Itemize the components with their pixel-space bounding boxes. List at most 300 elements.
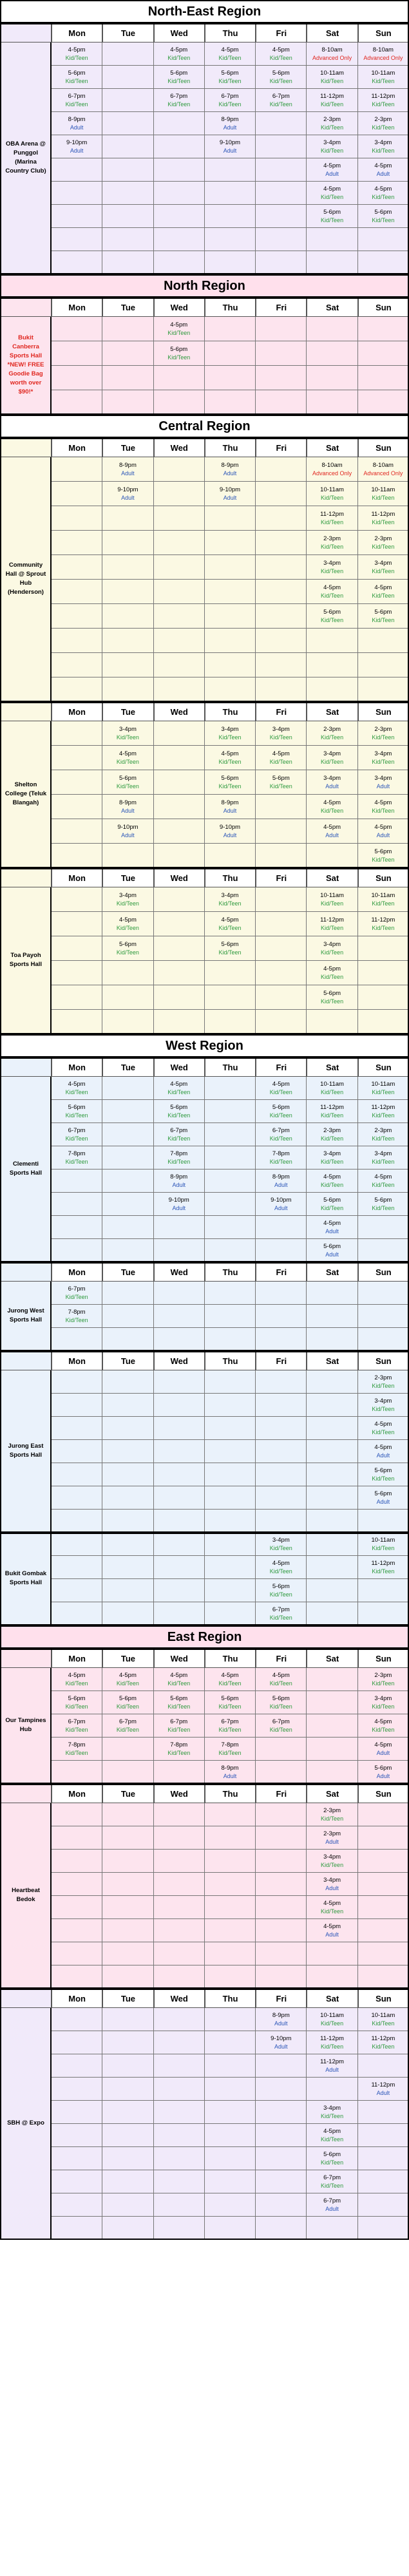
timetable-cell [205, 2147, 256, 2170]
class-slot[interactable] [205, 770, 256, 795]
class-slot[interactable] [307, 1850, 357, 1873]
slot-level: Kid/Teen [269, 1112, 292, 1119]
timetable-cell [52, 2008, 102, 2031]
day-header-sat: Sat [307, 1262, 357, 1282]
day-header-tue: Tue [102, 1057, 153, 1077]
slot-time: 7-8pm [170, 1150, 188, 1157]
class-slot[interactable] [358, 1486, 409, 1510]
timetable-cell [154, 1370, 205, 1394]
class-slot[interactable] [154, 317, 205, 341]
class-slot[interactable] [358, 531, 409, 555]
class-slot[interactable] [52, 1282, 102, 1305]
timetable-cell [52, 1370, 102, 1394]
class-slot[interactable] [358, 506, 409, 531]
class-slot[interactable] [256, 1077, 307, 1100]
timetable-cell [102, 555, 153, 580]
class-slot[interactable] [52, 66, 102, 89]
timetable-cell [102, 89, 153, 112]
class-slot[interactable] [256, 770, 307, 795]
class-slot[interactable] [307, 1123, 357, 1146]
class-slot[interactable] [205, 1668, 256, 1691]
class-slot[interactable] [307, 604, 357, 629]
class-slot[interactable] [307, 2008, 357, 2031]
class-slot[interactable] [52, 1305, 102, 1328]
class-slot[interactable] [307, 795, 357, 819]
class-slot[interactable] [256, 89, 307, 112]
class-slot[interactable] [154, 1123, 205, 1146]
day-header-sun: Sun [358, 438, 409, 457]
class-slot[interactable] [358, 43, 409, 66]
slot-level: Adult [223, 124, 237, 131]
class-slot[interactable] [205, 746, 256, 770]
timetable-cell [256, 887, 307, 912]
slot-time: 2-3pm [374, 1374, 392, 1381]
class-slot[interactable] [307, 1873, 357, 1896]
class-slot[interactable] [358, 770, 409, 795]
class-slot[interactable] [52, 1738, 102, 1761]
timetable-cell [307, 844, 357, 868]
class-slot[interactable] [358, 1394, 409, 1417]
class-slot[interactable] [154, 341, 205, 366]
class-slot[interactable] [307, 580, 357, 604]
class-slot[interactable] [358, 844, 409, 868]
class-slot[interactable] [358, 604, 409, 629]
class-slot[interactable] [256, 746, 307, 770]
slot-time: 8-9pm [68, 115, 86, 123]
class-slot[interactable] [358, 2031, 409, 2054]
class-slot[interactable] [52, 89, 102, 112]
class-slot[interactable] [256, 721, 307, 746]
class-slot[interactable] [358, 1440, 409, 1463]
class-slot[interactable] [205, 819, 256, 844]
class-slot[interactable] [358, 135, 409, 158]
timetable-cell [52, 555, 102, 580]
class-slot[interactable] [307, 2193, 357, 2217]
class-slot[interactable] [102, 721, 153, 746]
slot-time: 4-5pm [323, 1219, 341, 1227]
class-slot[interactable] [52, 1714, 102, 1738]
class-slot[interactable] [154, 1170, 205, 1193]
timetable-cell [102, 653, 153, 677]
class-slot[interactable] [256, 1602, 307, 1625]
day-header-mon: Mon [52, 702, 102, 721]
slot-level: Adult [172, 1181, 185, 1188]
class-slot[interactable] [154, 1691, 205, 1714]
class-slot[interactable] [307, 985, 357, 1010]
slot-level: Kid/Teen [372, 856, 395, 863]
class-slot[interactable] [307, 1826, 357, 1850]
class-slot[interactable] [102, 912, 153, 936]
class-slot[interactable] [205, 1691, 256, 1714]
slot-level: Kid/Teen [372, 494, 395, 501]
slot-time: 3-4pm [323, 138, 341, 146]
class-slot[interactable] [358, 1170, 409, 1193]
class-slot[interactable] [358, 205, 409, 228]
class-slot[interactable] [52, 1100, 102, 1123]
timetable-cell [154, 2147, 205, 2170]
timetable-cell [102, 182, 153, 205]
class-slot[interactable] [358, 112, 409, 135]
class-slot[interactable] [307, 506, 357, 531]
class-slot[interactable] [358, 912, 409, 936]
class-slot[interactable] [154, 66, 205, 89]
timetable-cell [102, 844, 153, 868]
class-slot[interactable] [154, 1146, 205, 1170]
class-slot[interactable] [307, 1170, 357, 1193]
class-slot[interactable] [307, 531, 357, 555]
class-slot[interactable] [102, 819, 153, 844]
slot-level: Advanced Only [363, 469, 403, 477]
slot-time: 6-7pm [323, 2197, 341, 2204]
class-slot[interactable] [205, 482, 256, 506]
class-slot[interactable] [256, 1123, 307, 1146]
class-slot[interactable] [307, 2147, 357, 2170]
timetable-cell [102, 158, 153, 182]
class-slot[interactable] [205, 721, 256, 746]
day-header-blank [0, 23, 52, 43]
timetable-cell [358, 2124, 409, 2147]
class-slot[interactable] [358, 2078, 409, 2101]
class-slot[interactable] [256, 1533, 307, 1556]
slot-time: 11-12pm [371, 92, 395, 100]
class-slot[interactable] [154, 1668, 205, 1691]
class-slot[interactable] [358, 66, 409, 89]
slot-time: 8-9pm [272, 2011, 290, 2019]
class-slot[interactable] [358, 1123, 409, 1146]
slot-level: Kid/Teen [116, 758, 139, 765]
timetable-cell [52, 1761, 102, 1784]
class-slot[interactable] [307, 1803, 357, 1826]
class-slot[interactable] [256, 1100, 307, 1123]
timetable-cell [102, 43, 153, 66]
class-slot[interactable] [358, 182, 409, 205]
timetable-cell [154, 1282, 205, 1305]
class-slot[interactable] [307, 135, 357, 158]
class-slot[interactable] [358, 1691, 409, 1714]
class-slot[interactable] [102, 482, 153, 506]
class-slot[interactable] [154, 1100, 205, 1123]
timetable-cell [205, 961, 256, 985]
slot-time: 9-10pm [117, 823, 138, 831]
class-slot[interactable] [307, 43, 357, 66]
class-slot[interactable] [307, 770, 357, 795]
timetable-cell [358, 629, 409, 653]
class-slot[interactable] [52, 112, 102, 135]
class-slot[interactable] [307, 2101, 357, 2124]
slot-level: Kid/Teen [321, 543, 344, 550]
timetable-cell [307, 341, 357, 366]
class-slot[interactable] [307, 887, 357, 912]
class-slot[interactable] [358, 555, 409, 580]
slot-level: Adult [274, 1181, 288, 1188]
timetable-cell [52, 985, 102, 1010]
class-slot[interactable] [358, 158, 409, 182]
slot-time: 2-3pm [323, 1830, 341, 1837]
timetable-cell [102, 2054, 153, 2078]
class-slot[interactable] [307, 457, 357, 482]
class-slot[interactable] [205, 43, 256, 66]
timetable-cell [102, 531, 153, 555]
timetable-cell [205, 1100, 256, 1123]
slot-time: 6-7pm [272, 1126, 290, 1134]
class-slot[interactable] [154, 43, 205, 66]
class-slot[interactable] [358, 819, 409, 844]
class-slot[interactable] [307, 1896, 357, 1919]
timetable-cell [154, 2170, 205, 2193]
class-slot[interactable] [256, 1579, 307, 1602]
slot-time: 2-3pm [323, 1806, 341, 1814]
class-slot[interactable] [307, 1146, 357, 1170]
timetable-cell [256, 1510, 307, 1533]
class-slot[interactable] [52, 1123, 102, 1146]
class-slot[interactable] [307, 112, 357, 135]
slot-time: 11-12pm [371, 2034, 395, 2042]
class-slot[interactable] [102, 887, 153, 912]
slot-time: 5-6pm [68, 69, 86, 77]
class-slot[interactable] [307, 961, 357, 985]
class-slot[interactable] [307, 721, 357, 746]
class-slot[interactable] [256, 2031, 307, 2054]
timetable-cell [154, 182, 205, 205]
slot-time: 7-8pm [221, 1741, 239, 1748]
slot-level: Kid/Teen [321, 758, 344, 765]
class-slot[interactable] [205, 936, 256, 961]
class-slot[interactable] [358, 1533, 409, 1556]
class-slot[interactable] [358, 1417, 409, 1440]
class-slot[interactable] [205, 1761, 256, 1784]
slot-time: 5-6pm [374, 608, 392, 616]
slot-level: Kid/Teen [167, 1135, 191, 1142]
class-slot[interactable] [52, 43, 102, 66]
class-slot[interactable] [358, 721, 409, 746]
timetable-cell [358, 1239, 409, 1262]
class-slot[interactable] [256, 1691, 307, 1714]
slot-time: 4-5pm [119, 916, 137, 923]
slot-level: Adult [376, 831, 390, 838]
class-slot[interactable] [358, 457, 409, 482]
day-header-sun: Sun [358, 868, 409, 887]
timetable-cell [307, 1328, 357, 1351]
class-slot[interactable] [358, 482, 409, 506]
class-slot[interactable] [256, 1170, 307, 1193]
class-slot[interactable] [307, 1216, 357, 1239]
class-slot[interactable] [256, 1193, 307, 1216]
class-slot[interactable] [205, 135, 256, 158]
class-slot[interactable] [205, 89, 256, 112]
timetable-cell [102, 1010, 153, 1034]
class-slot[interactable] [358, 1370, 409, 1394]
timetable-cell [52, 317, 102, 341]
class-slot[interactable] [358, 2008, 409, 2031]
timetable-cell [205, 2078, 256, 2101]
class-slot[interactable] [256, 2008, 307, 2031]
class-slot[interactable] [102, 795, 153, 819]
slot-level: Kid/Teen [372, 900, 395, 907]
slot-time: 2-3pm [374, 1671, 392, 1679]
class-slot[interactable] [358, 1668, 409, 1691]
slot-level: Kid/Teen [269, 1158, 292, 1165]
class-slot[interactable] [256, 1556, 307, 1579]
class-slot[interactable] [307, 912, 357, 936]
class-slot[interactable] [205, 1738, 256, 1761]
slot-time: 5-6pm [68, 1103, 86, 1111]
slot-time: 11-12pm [320, 2058, 344, 2065]
class-slot[interactable] [52, 135, 102, 158]
slot-level: Kid/Teen [218, 949, 242, 956]
venue-name-text: Bukit Canberra Sports Hall *NEW! FREE Goodie Bag worth over $90!* [7, 334, 44, 395]
class-slot[interactable] [358, 580, 409, 604]
timetable-cell [358, 2147, 409, 2170]
class-slot[interactable] [256, 1146, 307, 1170]
class-slot[interactable] [358, 1714, 409, 1738]
class-slot[interactable] [307, 746, 357, 770]
class-slot[interactable] [358, 1077, 409, 1100]
timetable-cell [52, 1510, 102, 1533]
timetable-cell [52, 1328, 102, 1351]
slot-level: Kid/Teen [269, 782, 292, 790]
slot-level: Kid/Teen [372, 1204, 395, 1211]
class-slot[interactable] [307, 1919, 357, 1942]
class-slot[interactable] [358, 1556, 409, 1579]
timetable-cell [205, 1486, 256, 1510]
slot-time: 3-4pm [323, 774, 341, 782]
class-slot[interactable] [102, 770, 153, 795]
class-slot[interactable] [205, 912, 256, 936]
class-slot[interactable] [52, 1668, 102, 1691]
day-header-wed: Wed [154, 702, 205, 721]
class-slot[interactable] [358, 887, 409, 912]
class-slot[interactable] [307, 819, 357, 844]
class-slot[interactable] [358, 1146, 409, 1170]
day-header-thu: Thu [205, 868, 256, 887]
class-slot[interactable] [102, 457, 153, 482]
timetable-cell [205, 228, 256, 251]
class-slot[interactable] [307, 1077, 357, 1100]
class-slot[interactable] [307, 2031, 357, 2054]
class-slot[interactable] [307, 2124, 357, 2147]
slot-level: Kid/Teen [167, 329, 191, 336]
class-slot[interactable] [358, 1738, 409, 1761]
timetable-cell [102, 1738, 153, 1761]
class-slot[interactable] [256, 43, 307, 66]
class-slot[interactable] [205, 457, 256, 482]
class-slot[interactable] [52, 1146, 102, 1170]
day-header-tue: Tue [102, 868, 153, 887]
slot-level: Adult [325, 2066, 339, 2073]
class-slot[interactable] [256, 66, 307, 89]
slot-level: Kid/Teen [321, 1135, 344, 1142]
timetable-cell [256, 390, 307, 415]
slot-time: 5-6pm [323, 2150, 341, 2158]
venue-name [0, 1370, 52, 1533]
class-slot[interactable] [307, 1100, 357, 1123]
timetable-cell [358, 1305, 409, 1328]
timetable-cell [102, 1761, 153, 1784]
class-slot[interactable] [307, 2170, 357, 2193]
class-slot[interactable] [307, 158, 357, 182]
timetable-cell [256, 1417, 307, 1440]
class-slot[interactable] [307, 66, 357, 89]
class-slot[interactable] [358, 1761, 409, 1784]
class-slot[interactable] [307, 2054, 357, 2078]
class-slot[interactable] [205, 1714, 256, 1738]
slot-level: Kid/Teen [218, 77, 242, 84]
class-slot[interactable] [154, 89, 205, 112]
slot-level: Kid/Teen [65, 1158, 88, 1165]
day-header-blank [0, 1057, 52, 1077]
slot-level: Kid/Teen [321, 518, 344, 526]
slot-level: Adult [325, 1931, 339, 1938]
timetable-cell [52, 770, 102, 795]
class-slot[interactable] [154, 1193, 205, 1216]
class-slot[interactable] [358, 1193, 409, 1216]
class-slot[interactable] [307, 555, 357, 580]
timetable-cell [358, 1510, 409, 1533]
class-slot[interactable] [205, 887, 256, 912]
class-slot[interactable] [205, 66, 256, 89]
class-slot[interactable] [307, 936, 357, 961]
slot-time: 4-5pm [221, 1671, 239, 1679]
timetable-cell [256, 1282, 307, 1305]
day-header-fri: Fri [256, 23, 307, 43]
class-slot[interactable] [102, 1691, 153, 1714]
class-slot[interactable] [307, 89, 357, 112]
timetable-cell [102, 1803, 153, 1826]
class-slot[interactable] [307, 205, 357, 228]
timetable-cell [154, 936, 205, 961]
venue-name [0, 1803, 52, 1989]
slot-time: 5-6pm [374, 1466, 392, 1474]
class-slot[interactable] [307, 182, 357, 205]
slot-level: Kid/Teen [269, 54, 292, 61]
slot-time: 2-3pm [374, 1126, 392, 1134]
class-slot[interactable] [307, 482, 357, 506]
timetable-cell [205, 366, 256, 390]
class-slot[interactable] [52, 1691, 102, 1714]
class-slot[interactable] [358, 1100, 409, 1123]
timetable-cell [154, 1328, 205, 1351]
slot-level: Kid/Teen [372, 124, 395, 131]
class-slot[interactable] [307, 1193, 357, 1216]
class-slot[interactable] [358, 1463, 409, 1486]
class-slot[interactable] [52, 1077, 102, 1100]
class-slot[interactable] [358, 795, 409, 819]
class-slot[interactable] [256, 1668, 307, 1691]
class-slot[interactable] [205, 795, 256, 819]
timetable-cell [358, 1803, 409, 1826]
timetable-cell [154, 158, 205, 182]
timetable-cell [205, 1417, 256, 1440]
timetable-cell [205, 1123, 256, 1146]
class-slot[interactable] [154, 1714, 205, 1738]
class-slot[interactable] [102, 746, 153, 770]
class-slot[interactable] [102, 1668, 153, 1691]
class-slot[interactable] [358, 746, 409, 770]
class-slot[interactable] [102, 936, 153, 961]
class-slot[interactable] [102, 1714, 153, 1738]
class-slot[interactable] [205, 112, 256, 135]
slot-time: 5-6pm [170, 69, 188, 77]
class-slot[interactable] [256, 1714, 307, 1738]
timetable-cell [358, 985, 409, 1010]
class-slot[interactable] [358, 89, 409, 112]
timetable-cell [205, 182, 256, 205]
class-slot[interactable] [307, 1239, 357, 1262]
timetable-cell [307, 1738, 357, 1761]
class-slot[interactable] [154, 1738, 205, 1761]
class-slot[interactable] [154, 1077, 205, 1100]
timetable-cell [52, 1394, 102, 1417]
